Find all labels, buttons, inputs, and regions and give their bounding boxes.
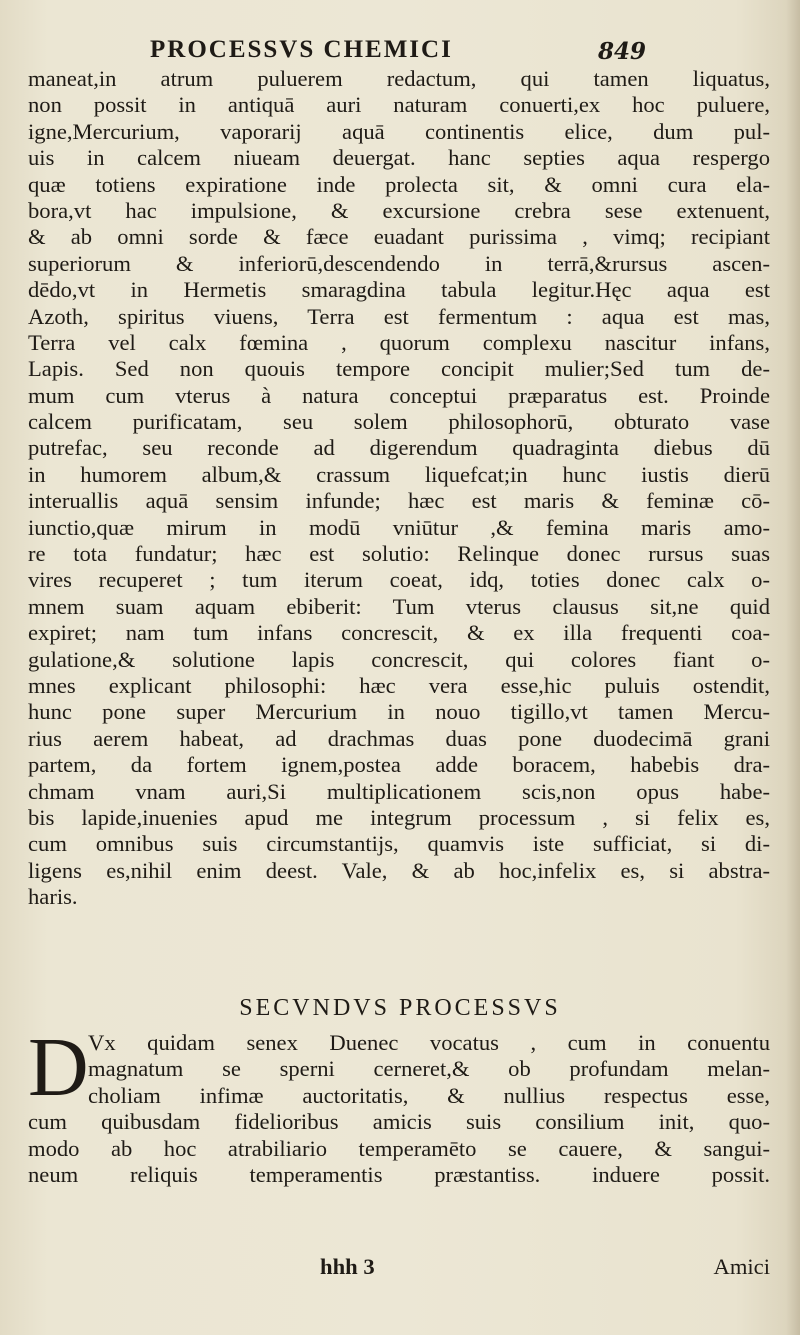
text-line: gulatione,& solutione lapis concrescit, qui colores fiant o- bbox=[28, 646, 770, 672]
text-line: mnem suam aquam ebiberit: Tum vterus clausus sit,ne quid bbox=[28, 593, 770, 619]
page-edge-shadow bbox=[786, 0, 800, 1335]
text-line: non possit in antiquā auri naturam conuerti,ex hoc puluere, bbox=[28, 92, 770, 118]
section-text bbox=[28, 1030, 770, 1188]
text-line: rius aerem habeat, ad drachmas duas pone duodecimā grani bbox=[28, 725, 770, 751]
catchword: Amici bbox=[713, 1254, 770, 1279]
text-line: ligens es,nihil enim deest. Vale, & ab hoc,infelix es, si abstra- bbox=[28, 857, 770, 883]
text-line: interuallis aquā sensim infunde; hæc est maris & feminæ cō- bbox=[28, 488, 770, 514]
text-line: bis lapide,inuenies apud me integrum processum , si felix es, bbox=[28, 804, 770, 830]
text-line: mum cum vterus à natura conceptui præparatus est. Proinde bbox=[28, 382, 770, 408]
text-line: bora,vt hac impulsione, & excursione crebra sese extenuent, bbox=[28, 197, 770, 223]
section-title: SECVNDVS PROCESSVS bbox=[239, 995, 561, 1021]
page-footer bbox=[28, 1254, 770, 1280]
text-line: Terra vel calx fœmina , quorum complexu nascitur infans, bbox=[28, 329, 770, 355]
text-line: mnes explicant philosophi: hæc vera esse,hic puluis ostendit, bbox=[28, 672, 770, 698]
text-line: in humorem album,& crassum liquefcat;in hunc iustis dierū bbox=[28, 461, 770, 487]
text-line: dēdo,vt in Hermetis smaragdina tabula legitur.Hęc aqua est bbox=[28, 277, 770, 303]
text-line: re tota fundatur; hæc est solutio: Relinque donec rursus suas bbox=[28, 541, 770, 567]
text-line: choliam infimæ auctoritatis, & nullius respectus esse, bbox=[88, 1082, 770, 1108]
text-line: quæ totiens expiratione inde prolecta sit, & omni cura ela- bbox=[28, 171, 770, 197]
text-line: Vx quidam senex Duenec vocatus , cum in conuentu bbox=[88, 1030, 770, 1055]
text-line: expiret; nam tum infans concrescit, & ex illa frequenti coa- bbox=[28, 620, 770, 646]
text-line: magnatum se sperni cerneret,& ob profundam melan- bbox=[88, 1056, 770, 1082]
text-line: vires recuperet ; tum iterum coeat, idq, toties donec calx o- bbox=[28, 567, 770, 593]
text-line: cum quibusdam fidelioribus amicis suis consilium init, quo- bbox=[28, 1109, 770, 1135]
text-line: iunctio,quæ mirum in modū vniūtur ,& femina maris amo- bbox=[28, 514, 770, 540]
text-line: partem, da fortem ignem,postea adde boracem, habebis dra- bbox=[28, 752, 770, 778]
text-line: calcem purificatam, seu solem philosophorū, obturato vase bbox=[28, 409, 770, 435]
text-line: & ab omni sorde & fæce euadant purissima , vimq; recipiant bbox=[28, 224, 770, 250]
text-line: igne,Mercurium, vaporarij aquā continentis elice, dum pul- bbox=[28, 118, 770, 144]
text-line: neum reliquis temperamentis præstantiss. induere possit. bbox=[28, 1161, 770, 1187]
text-line: cum omnibus suis circumstantijs, quamvis iste sufficiat, si di- bbox=[28, 831, 770, 857]
body-text bbox=[28, 66, 770, 911]
signature-mark: hhh 3 bbox=[320, 1254, 375, 1279]
text-line: Lapis. Sed non quouis tempore concipit mulier;Sed tum de- bbox=[28, 356, 770, 382]
drop-cap: D bbox=[28, 1021, 89, 1114]
page-number: 849 bbox=[597, 38, 646, 65]
text-line: haris. bbox=[28, 884, 78, 910]
page-header bbox=[150, 36, 650, 70]
text-line: putrefac, seu reconde ad digerendum quadraginta diebus dū bbox=[28, 435, 770, 461]
text-line: uis in calcem niueam deuergat. hanc septies aqua respergo bbox=[28, 145, 770, 171]
running-title: PROCESSVS CHEMICI bbox=[150, 36, 453, 63]
text-line: Azoth, spiritus viuens, Terra est fermentum : aqua est mas, bbox=[28, 303, 770, 329]
text-line: chmam vnam auri,Si multiplicationem scis,non opus habe- bbox=[28, 778, 770, 804]
text-line: hunc pone super Mercurium in nouo tigillo,vt tamen Mercu- bbox=[28, 699, 770, 725]
text-line: modo ab hoc atrabiliario temperamēto se cauere, & sangui- bbox=[28, 1135, 770, 1161]
text-line: maneat,in atrum puluerem redactum, qui tamen liquatus, bbox=[28, 66, 770, 91]
text-line: superiorum & inferiorū,descendendo in terrā,&rursus ascen- bbox=[28, 250, 770, 276]
